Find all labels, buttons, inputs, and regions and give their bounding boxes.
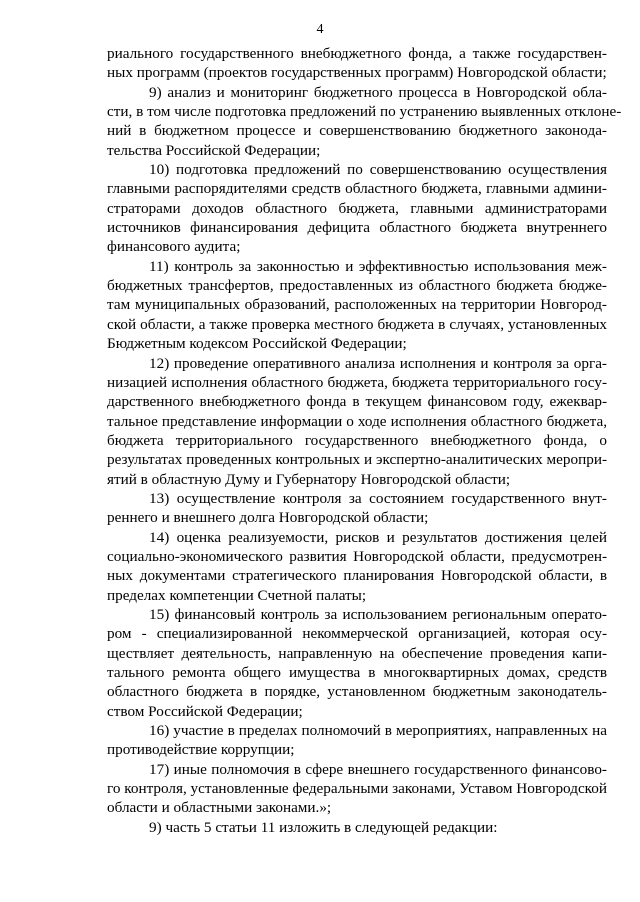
text-line: страторами доходов областного бюджета, главными администраторами xyxy=(107,199,607,217)
text-line: там муниципальных образований, расположенных на территории Новгород- xyxy=(107,296,607,314)
text-line: ром - специализированной некоммерческой организацией, которая осу- xyxy=(107,625,607,643)
text-line: 15) финансовый контроль за использованием региональным операто- xyxy=(149,605,607,623)
text-line: области и областными законами.»; xyxy=(107,799,332,817)
text-line: 12) проведение оперативного анализа исполнения и контроля за орга- xyxy=(149,354,607,372)
text-line: ской области, а также проверка местного бюджета в случаях, установленных xyxy=(107,315,607,333)
text-line: ных документами стратегического планирования Новгородской области, в xyxy=(107,567,607,585)
document-body xyxy=(107,44,622,837)
text-line: 9) часть 5 статьи 11 изложить в следующей редакции: xyxy=(149,818,498,836)
text-line: Бюджетным кодексом Российской Федерации; xyxy=(107,335,407,353)
text-line: реннего и внешнего долга Новгородской области; xyxy=(107,509,429,527)
text-line: областного бюджета в порядке, установленном бюджетным законодатель- xyxy=(107,683,607,701)
text-line: ний в бюджетном процессе и совершенствованию бюджетного законода- xyxy=(107,122,607,140)
text-line: 16) участие в пределах полномочий в мероприятиях, направленных на xyxy=(149,722,607,740)
text-line: 13) осуществление контроля за состоянием государственного внут- xyxy=(149,489,607,507)
text-line: главными распорядителями средств областного бюджета, главными админи- xyxy=(107,180,607,198)
text-line: результатах проведенных контрольных и экспертно-аналитических меропри- xyxy=(107,451,607,469)
text-line: дарственного внебюджетного фонда в текущем финансовом году, ежеквар- xyxy=(107,393,607,411)
text-line: бюджетных трансфертов, предоставленных из областного бюджета бюдже- xyxy=(107,277,607,295)
text-line: риального государственного внебюджетного фонда, а также государствен- xyxy=(107,45,607,62)
text-line: низацией исполнения областного бюджета, бюджета территориального госу- xyxy=(107,373,607,391)
text-line: ятий в областную Думу и Губернатору Новгородской области; xyxy=(107,470,511,488)
text-line: 10) подготовка предложений по совершенствованию осуществления xyxy=(149,161,607,179)
text-line: источников финансирования дефицита областного бюджета внутреннего xyxy=(107,219,607,237)
text-line: ществляет деятельность, направленную на обеспечение проведения капи- xyxy=(107,644,607,662)
text-line: противодействие коррупции; xyxy=(107,741,295,759)
page-number: 4 xyxy=(316,22,324,37)
text-line: 14) оценка реализуемости, рисков и результатов достижения целей xyxy=(149,528,607,546)
text-line: сти, в том числе подготовка предложений по устранению выявленных отклоне- xyxy=(107,103,622,121)
text-line: 17) иные полномочия в сфере внешнего государственного финансово- xyxy=(149,760,607,778)
text-line: финансового аудита; xyxy=(107,238,241,256)
text-line: 11) контроль за законностью и эффективностью использования меж- xyxy=(149,257,607,275)
text-line: ством Российской Федерации; xyxy=(107,702,303,720)
text-line: го контроля, установленные федеральными законами, Уставом Новгородской xyxy=(107,780,608,798)
text-line: социально-экономического развития Новгородской области, предусмотрен- xyxy=(107,547,607,565)
text-line: ных программ (проектов государственных программ) Новгородской области; xyxy=(107,64,607,82)
text-line: тального ремонта общего имущества в многоквартирных домах, средств xyxy=(107,664,607,681)
text-line: пределах компетенции Счетной палаты; xyxy=(107,586,367,604)
text-line: тальное представление информации о ходе исполнения областного бюджета, xyxy=(107,412,607,430)
text-line: тельства Российской Федерации; xyxy=(107,141,321,159)
text-line: 9) анализ и мониторинг бюджетного процесса в Новгородской обла- xyxy=(149,83,607,101)
text-line: бюджета территориального государственного внебюджетного фонда, о xyxy=(107,431,607,449)
